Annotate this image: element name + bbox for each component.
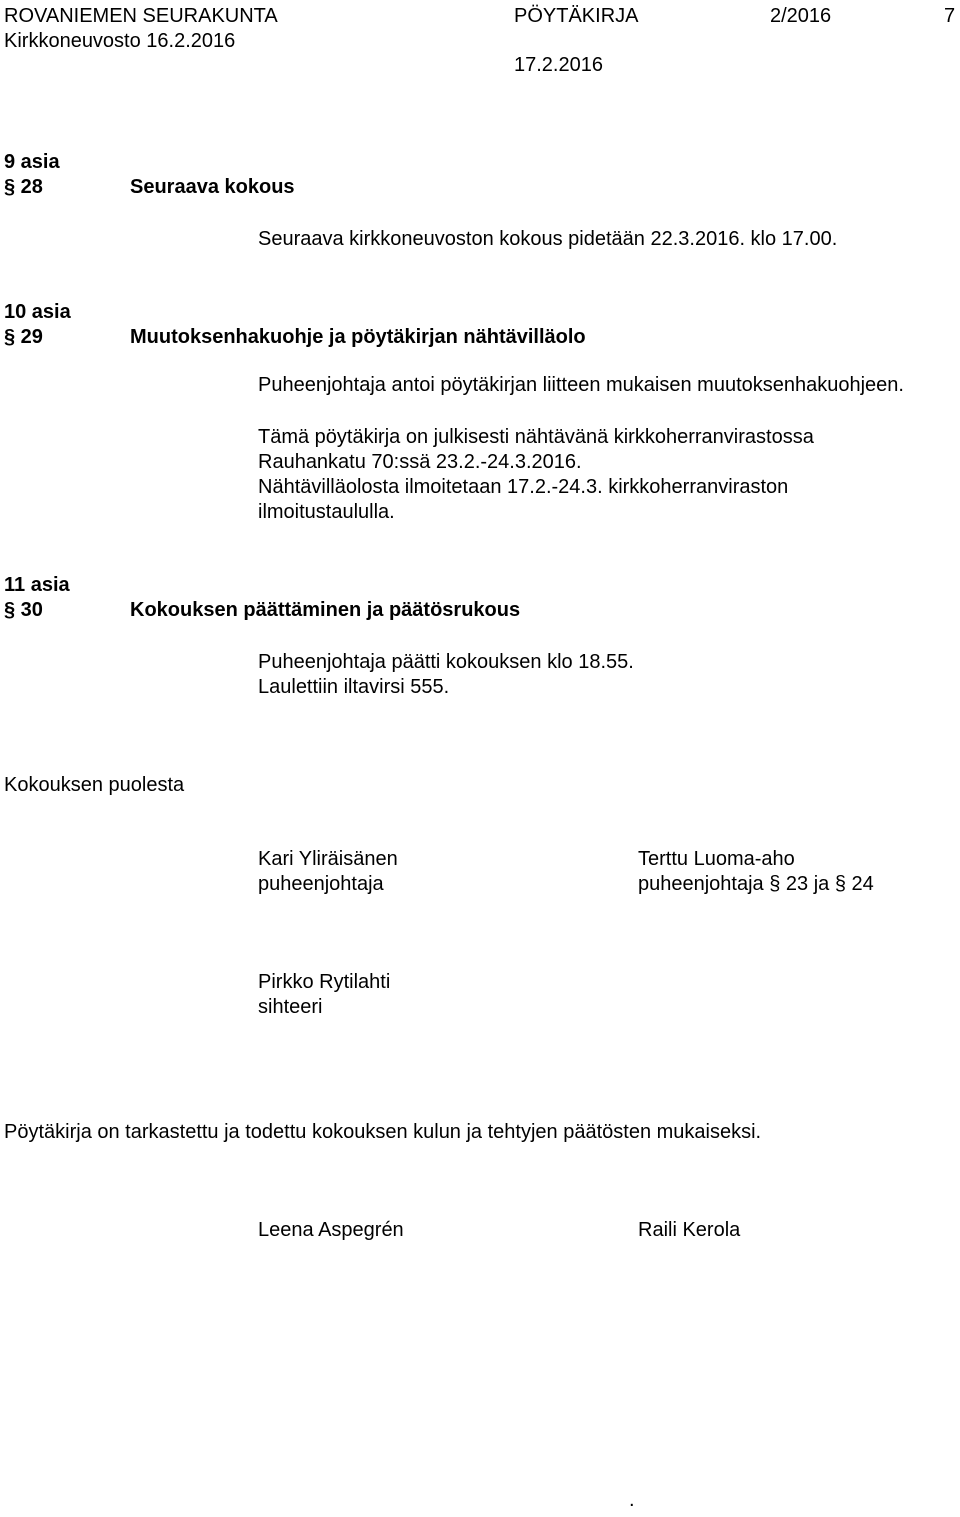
secretary-name: Pirkko Rytilahti — [258, 971, 391, 993]
item-title: Seuraava kokous — [130, 176, 295, 198]
reviewer-name: Leena Aspegrén — [258, 1219, 404, 1241]
meeting-body-date: Kirkkoneuvosto 16.2.2016 — [4, 30, 236, 52]
item-title: Muutoksenhakuohje ja pöytäkirjan nähtävilläolo — [130, 326, 586, 348]
document-type: PÖYTÄKIRJA — [514, 5, 639, 27]
item-asia-number: 11 asia — [4, 574, 70, 596]
page-number: 7 — [944, 5, 956, 27]
secretary-role: sihteeri — [258, 996, 323, 1018]
review-statement: Pöytäkirja on tarkastettu ja todettu kokouksen kulun ja tehtyjen päätösten mukaiseksi. — [4, 1121, 762, 1143]
item-asia-number: 10 asia — [4, 301, 71, 323]
chair2-name: Terttu Luoma-aho — [638, 848, 795, 870]
item-paragraph: Rauhankatu 70:ssä 23.2.-24.3.2016. — [258, 451, 582, 473]
reviewer-name: Raili Kerola — [638, 1219, 741, 1241]
item-paragraph: Laulettiin iltavirsi 555. — [258, 676, 450, 698]
chair2-role: puheenjohtaja § 23 ja § 24 — [638, 873, 874, 895]
item-asia-number: 9 asia — [4, 151, 60, 173]
item-paragraph: Seuraava kirkkoneuvoston kokous pidetään 22.3.2016. klo 17.00. — [258, 228, 838, 250]
document-date: 17.2.2016 — [514, 54, 603, 76]
footer-mark: . — [629, 1489, 635, 1511]
item-paragraph: Puheenjohtaja antoi pöytäkirjan liitteen mukaisen muutoksenhakuohjeen. — [258, 374, 904, 396]
item-paragraph: Tämä pöytäkirja on julkisesti nähtävänä kirkkoherranvirastossa — [258, 426, 814, 448]
org-name: ROVANIEMEN SEURAKUNTA — [4, 5, 278, 27]
item-title: Kokouksen päättäminen ja päätösrukous — [130, 599, 521, 621]
chair-name: Kari Yliräisänen — [258, 848, 398, 870]
item-section-number: § 30 — [4, 599, 43, 621]
item-paragraph: Puheenjohtaja päätti kokouksen klo 18.55. — [258, 651, 634, 673]
on-behalf-label: Kokouksen puolesta — [4, 774, 185, 796]
item-section-number: § 29 — [4, 326, 43, 348]
item-section-number: § 28 — [4, 176, 43, 198]
item-paragraph: Nähtävilläolosta ilmoitetaan 17.2.-24.3. kirkkoherranviraston — [258, 476, 789, 498]
item-paragraph: ilmoitustaululla. — [258, 501, 395, 523]
document-number: 2/2016 — [770, 5, 832, 27]
chair-role: puheenjohtaja — [258, 873, 384, 895]
